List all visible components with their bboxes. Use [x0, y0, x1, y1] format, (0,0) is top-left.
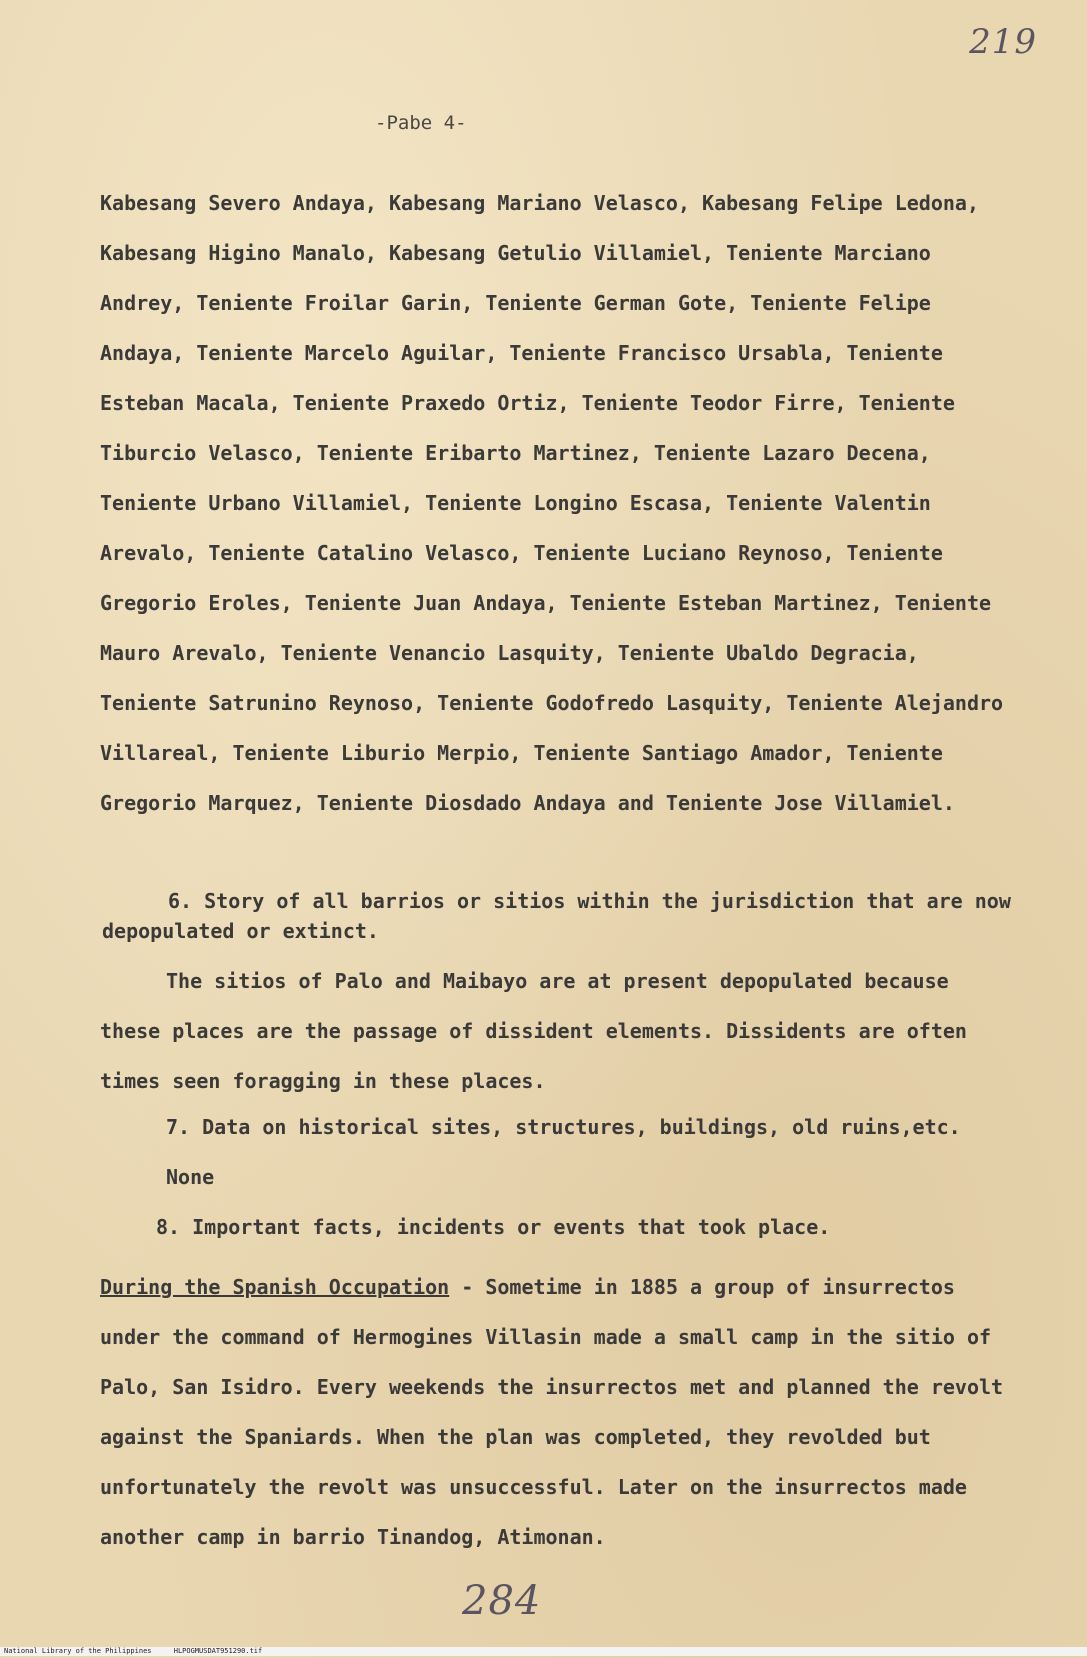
scan-footer — [0, 1647, 1087, 1656]
footer-file: HLPOGMUSDAT951290.tif — [173, 1647, 263, 1655]
footer-library: National Library of the Philippines — [4, 1647, 152, 1655]
item-8-answer — [100, 1262, 1020, 1562]
item-6-answer: The sitios of Palo and Maibayo are at present depopulated because these places are the passage of dissident elements. Dissidents are often times seen foragging in these places. — [100, 969, 967, 1093]
item-7-answer: None — [166, 1165, 215, 1189]
folio-number-bottom: 284 — [462, 1578, 542, 1624]
names-paragraph: Kabesang Severo Andaya, Kabesang Mariano Velasco, Kabesang Felipe Ledona, Kabesang Higino Manalo, Kabesang Getulio Villamiel, Teniente Marciano Andrey, Teniente Froilar Garin, Teniente German Gote, Teniente Felipe Andaya, Teniente Marcelo Aguilar, Teniente Francisco Ursabla, Teniente Esteban Macala, Teniente Praxedo Ortiz, Teniente Teodor Firre, Teniente Tiburcio Velasco, Teniente Eribarto Martinez, Teniente Lazaro Decena, Teniente Urbano Villamiel, Teniente Longino Escasa, Teniente Valentin Arevalo, Teniente Catalino Velasco, Teniente Luciano Reynoso, Teniente Gregorio Eroles, Teniente Juan Andaya, Teniente Esteban Martinez, Teniente Mauro Arevalo, Teniente Venancio Lasquity, Teniente Ubaldo Degracia, Teniente Satrunino Reynoso, Teniente Godofredo Lasquity, Teniente Alejandro Villareal, Teniente Liburio Merpio, Teniente Santiago Amador, Teniente Gregorio Marquez, Teniente Diosdado Andaya and Teniente Jose Villamiel. — [100, 191, 1004, 815]
item-8-answer-text: - Sometime in 1885 a group of insurrectos under the command of Hermogines Villasin made a small camp in the sitio of Palo, San Isidro. Every weekends the insurrectos met and planned the revolt against the Spaniards. When the plan was completed, they revolded but unfortunately the revolt was unsuccessful. Later on the insurrectos made another camp in barrio Tinandog, Atimonan. — [100, 1275, 1004, 1549]
item-8-question: 8. Important facts, incidents or events that took place. — [156, 1215, 831, 1239]
folio-number-top: 219 — [969, 22, 1037, 62]
item-6-question — [102, 886, 1022, 946]
item-7-question: 7. Data on historical sites, structures, buildings, old ruins,etc. — [166, 1115, 961, 1139]
item-8-answer-heading: During the Spanish Occupation — [100, 1275, 450, 1299]
page-header: -Pabe 4- — [375, 112, 467, 134]
item-6-question-text: 6. Story of all barrios or sitios within the jurisdiction that are now depopulated or extinct. — [102, 889, 1011, 943]
